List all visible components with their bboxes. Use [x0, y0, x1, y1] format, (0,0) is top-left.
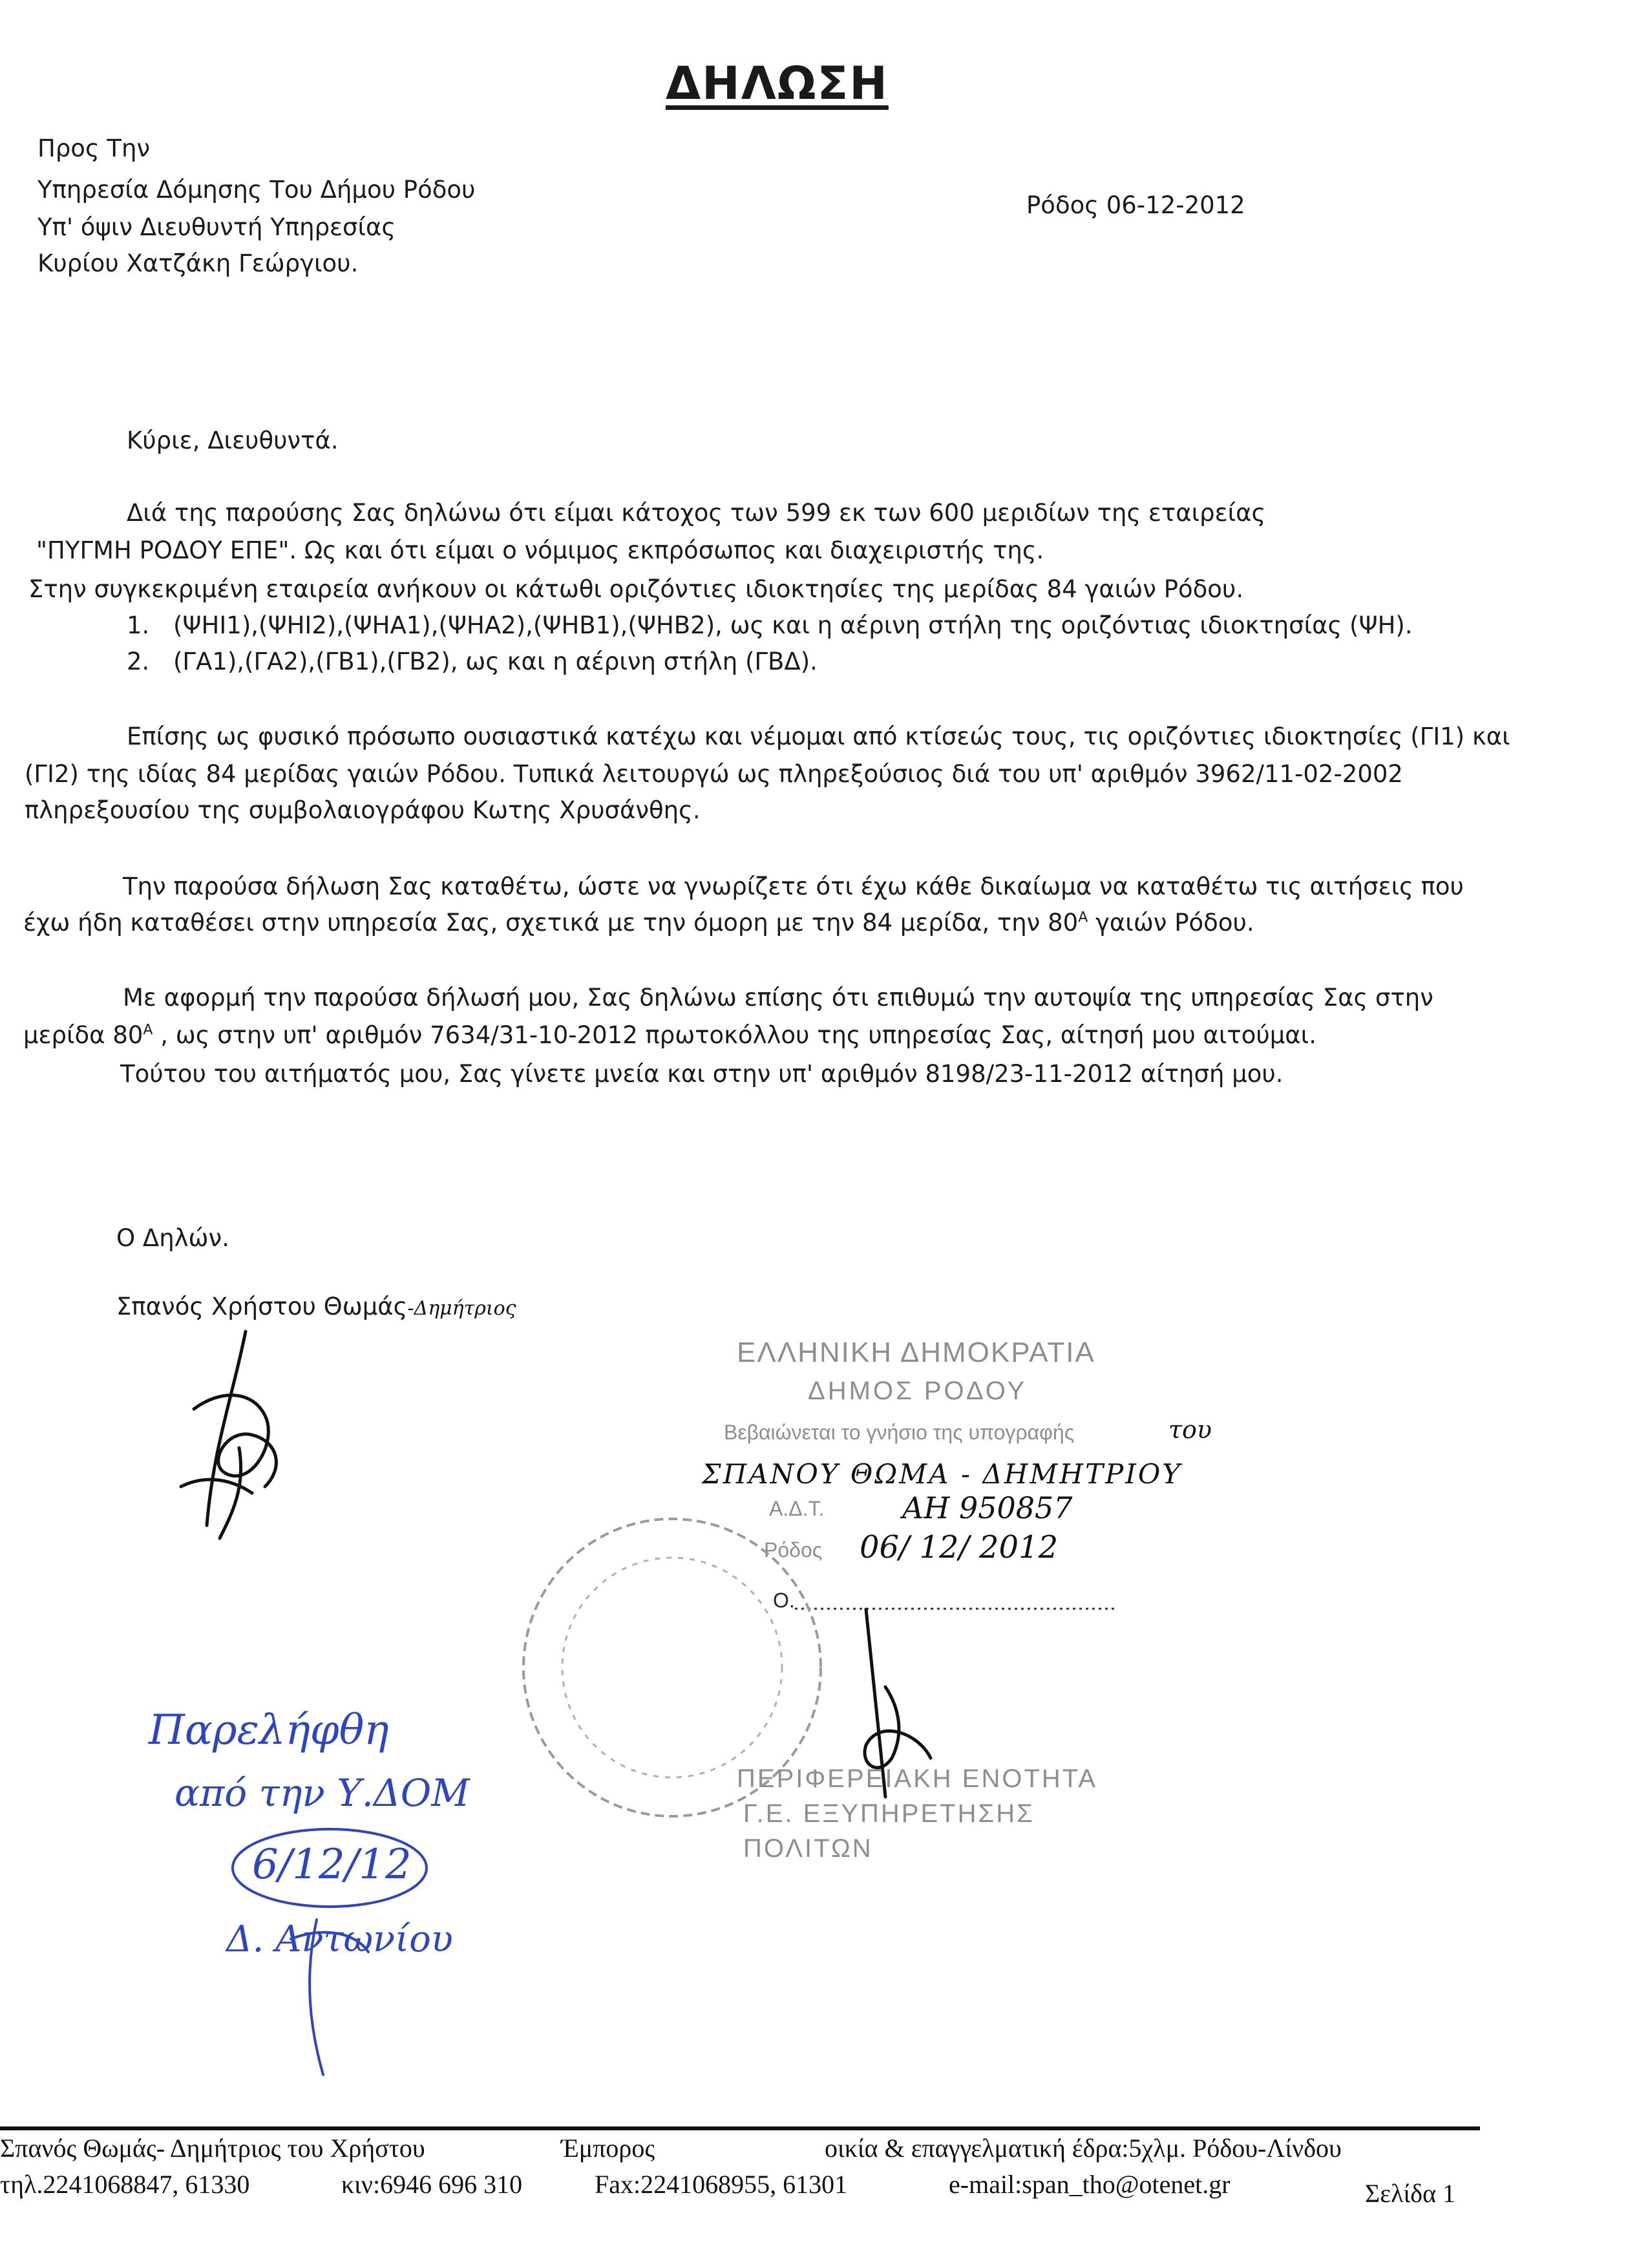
- paragraph3-line-2-end: γαιών Ρόδου.: [1088, 909, 1254, 937]
- paragraph1-line-3: Στην συγκεκριμένη εταιρεία ανήκουν οι κάτωθι οριζόντιες ιδιοκτησίες της μερίδας 84 γαιών Ρόδου.: [28, 575, 1244, 603]
- receipt-note-signature: Δ. Αντωνίου: [226, 1918, 453, 1960]
- paragraph2-line-2: (ΓΙ2) της ιδίας 84 μερίδας γαιών Ρόδου. Τυπικά λειτουργώ ως πληρεξούσιος διά του υπ' αριθμόν 3962/11-02-2002: [25, 760, 1403, 788]
- stamp-line-1: ΕΛΛΗΝΙΚΗ ΔΗΜΟΚΡΑΤΙΑ: [737, 1337, 1095, 1368]
- stamp-handwritten-tou: του: [1168, 1415, 1212, 1444]
- paragraph2-line-1: Επίσης ως φυσικό πρόσωπο ουσιαστικά κατέχω και νέμομαι από κτίσεώς τους, τις οριζόντιες ιδιοκτησίες (ΓΙ1) και: [127, 723, 1510, 750]
- paragraph3-line-2: [23, 909, 1254, 937]
- list-item-2-number: 2.: [127, 648, 150, 675]
- paragraph3-superscript: Α: [1078, 909, 1088, 926]
- footer-page-number: Σελίδα 1: [1365, 2179, 1456, 2208]
- stamp-bottom-line-2: Γ.Ε. ΕΞΥΠΗΡΕΤΗΣΗΣ: [743, 1799, 1035, 1828]
- paragraph1-line-2: "ΠΥΓΜΗ ΡΟΔΟΥ ΕΠΕ". Ως και ότι είμαι ο νόμιμος εκπρόσωπος και διαχειριστής της.: [36, 536, 1044, 564]
- stamp-bottom-line-3: ΠΟΛΙΤΩΝ: [743, 1834, 873, 1863]
- recipient-line-4: Κυρίου Χατζάκη Γεώργιου.: [37, 249, 359, 277]
- receipt-note-line-1: Παρελήφθη: [149, 1706, 389, 1754]
- footer-mobile: κιν:6946 696 310: [341, 2170, 523, 2199]
- stamp-line-2: ΔΗΜΟΣ ΡΟΔΟΥ: [808, 1377, 1028, 1405]
- footer-rule: [0, 2126, 1480, 2130]
- list-item-2-text: (ΓΑ1),(ΓΑ2),(ΓΒ1),(ΓΒ2), ως και η αέρινη στήλη (ΓΒΔ).: [173, 648, 818, 675]
- footer-fax: Fax:2241068955, 61301: [595, 2170, 848, 2199]
- receipt-note-scribble: [278, 1900, 381, 2081]
- recipient-line-2: Υπηρεσία Δόμησης Του Δήμου Ρόδου: [37, 176, 476, 204]
- footer-phone: τηλ.2241068847, 61330: [0, 2170, 250, 2199]
- stamp-adt-label: Α.Δ.Τ.: [769, 1497, 825, 1520]
- paragraph1-line-1: Διά της παρούσης Σας δηλώνω ότι είμαι κάτοχος των 599 εκ των 600 μεριδίων της εταιρείας: [127, 499, 1266, 527]
- declarant-signature: [155, 1319, 323, 1551]
- receipt-note-date: 6/12/12: [252, 1841, 412, 1889]
- recipient-line-3: Υπ' όψιν Διευθυντή Υπηρεσίας: [37, 213, 396, 241]
- stamp-date-value: 06/ 12/ 2012: [860, 1529, 1059, 1565]
- stamp-place-label: Ρόδος: [764, 1538, 823, 1562]
- stamp-bottom-line-1: ΠΕΡΙΦΕΡΕΙΑΚΗ ΕΝΟΤΗΤΑ: [737, 1765, 1097, 1793]
- document-date: Ρόδος 06-12-2012: [1026, 191, 1245, 219]
- salutation: Κύριε, Διευθυντά.: [127, 427, 339, 454]
- footer-profession: Έμπορος: [561, 2134, 655, 2163]
- recipient-line-1: Προς Την: [37, 134, 151, 162]
- paragraph4-superscript: Α: [143, 1022, 153, 1039]
- stamp-adt-value: ΑΗ 950857: [902, 1490, 1073, 1525]
- paragraph3-line-2-text: έχω ήδη καταθέσει στην υπηρεσία Σας, σχετικά με την όμορη με την 84 μερίδα, την 80: [23, 909, 1079, 937]
- declarant-printed-name: Σπανός Χρήστου Θωμάς: [116, 1293, 408, 1320]
- stamp-handwritten-name: ΣΠΑΝΟΥ ΘΩΜΑ - ΔΗΜΗΤΡΙΟΥ: [702, 1458, 1183, 1490]
- footer-name: Σπανός Θωμάς- Δημήτριος του Χρήστου: [0, 2134, 425, 2163]
- paragraph4-line-2-text: μερίδα 80: [23, 1021, 143, 1049]
- declarant-name: [116, 1293, 516, 1321]
- receipt-note-circle: [226, 1823, 433, 1913]
- receipt-note-line-2: από την Υ.ΔΟΜ: [174, 1771, 470, 1815]
- stamp-line-3: Βεβαιώνεται το γνήσιο της υπογραφής: [724, 1421, 1075, 1444]
- footer-email[interactable]: e-mail:span_tho@otenet.gr: [949, 2170, 1231, 2199]
- paragraph3-line-1: Την παρούσα δήλωση Σας καταθέτω, ώστε να γνωρίζετε ότι έχω κάθε δικαίωμα να καταθέτω τις αιτήσεις που: [123, 873, 1464, 900]
- list-item-1-text: (ΨΗΙ1),(ΨΗΙ2),(ΨΗΑ1),(ΨΗΑ2),(ΨΗΒ1),(ΨΗΒ2), ως και η αέρινη στήλη της οριζόντιας ιδιοκτησίας (ΨΗ).: [173, 611, 1413, 639]
- stamp-o-label: Ο.: [773, 1589, 795, 1612]
- paragraph2-line-3: πληρεξουσίου της συμβολαιογράφου Κωτης Χρυσάνθης.: [25, 796, 701, 824]
- paragraph4-line-2: [23, 1021, 1316, 1050]
- footer-address: οικία & επαγγελματική έδρα:5χλμ. Ρόδου-Λίνδου: [825, 2134, 1342, 2163]
- paragraph4-line-2-end: , ως στην υπ' αριθμόν 7634/31-10-2012 πρωτοκόλλου της υπηρεσίας Σας, αίτησή μου αιτούμαι.: [153, 1021, 1316, 1049]
- document-title: ΔΗΛΩΣΗ: [666, 57, 889, 110]
- declarant-label: Ο Δηλών.: [116, 1224, 229, 1252]
- paragraph4-line-3: Τούτου του αιτήματός μου, Σας γίνετε μνεία και στην υπ' αριθμόν 8198/23-11-2012 αίτησή μου.: [120, 1060, 1284, 1088]
- paragraph4-line-1: Με αφορμή την παρούσα δήλωσή μου, Σας δηλώνω επίσης ότι επιθυμώ την αυτοψία της υπηρεσίας Σας στην: [123, 984, 1433, 1012]
- declarant-handwritten-name: -Δημήτριος: [407, 1297, 516, 1320]
- list-item-1-number: 1.: [127, 611, 150, 639]
